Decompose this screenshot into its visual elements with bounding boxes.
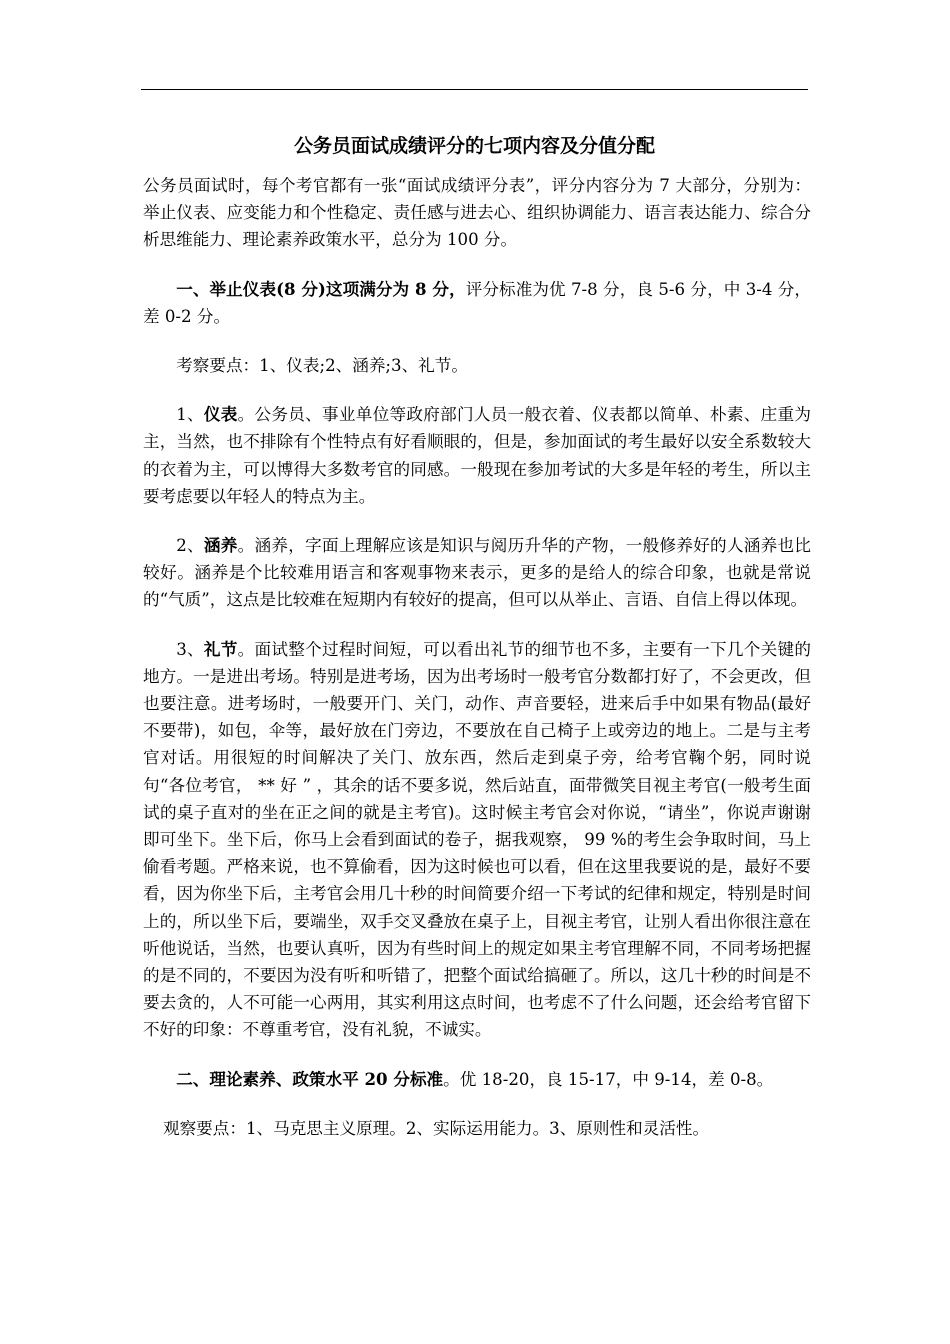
item3-text: 。面试整个过程时间短，可以看出礼节的细节也不多，主要有一下几个关键的地方。一是进出考场。特别是进考场，因为出考场时一般考官分数都打好了，不会更改，但也要注意。进考场时，一般要开门、关门，动作、声音要轻，进来后手中如果有物品(最好不要带)，如包，伞等，最好放在门旁边，不要放在自己椅子上或旁边的地上。二是与主考官对话。用很短的时间解决了关门、放东西，然后走到桌子旁，给考官鞠个躬，同时说句“各位考官， ** 好 ” ，其余的话不要多说，然后站直，面带微笑目视主考官(一般考生面试的桌子直对的坐在正之间的就是主考官)。这时候主考官会对你说，“请坐”，你说声谢谢即可坐下。坐下后，你马上会看到面试的卷子，据我观察， 99 %的考生会争取时间，马上偷看考题。严格来说，也不算偷看，因为这时候也可以看，但在这里我要说的是，最好不要看，因为你坐下后，主考官会用几十秒的时间简要介绍一下考试的纪律和规定，特别是时间上的，所以坐下后，要端坐，双手交叉叠放在桌子上，目视主考官，让别人看出你很注意在听他说话，当然，也要认真听，因为有些时间上的规定如果主考官理解不同，不同考场把握的是不同的，不要因为没有听和听错了，把整个面试给搞砸了。所以，这几十秒的时间是不要去贪的，人不可能一心两用，其实利用这点时间，也考虑不了什么问题，还会给考官留下不好的印象：不尊重考官，没有礼貌，不诚实。: [143, 639, 812, 1040]
item3-label: 礼节: [203, 638, 238, 659]
section1-text: 评分标准为优 7-8 分，良 5-6 分，中 3-4 分，差 0-2 分。: [143, 279, 812, 326]
item1-label: 仪表: [203, 404, 238, 425]
header-rule: [141, 89, 808, 90]
section2-paragraph: [143, 1066, 811, 1093]
section2-points: 观察要点：1、马克思主义原理。2、实际运用能力。3、原则性和灵活性。: [163, 1118, 710, 1138]
item2-number: 2、: [176, 536, 204, 556]
document-title: 公务员面试成绩评分的七项内容及分值分配: [293, 135, 655, 157]
section2-text: 。优 18-20，良 15-17，中 9-14，差 0-8。: [443, 1069, 774, 1089]
document-body: [143, 172, 811, 1142]
section2-heading: 二、理论素养、政策水平 20 分标准: [176, 1068, 444, 1089]
item2-paragraph: [143, 532, 811, 614]
intro-paragraph: 公务员面试时，每个考官都有一张“面试成绩评分表”，评分内容分为 7 大部分，分别为：举止仪表、应变能力和个性稳定、责任感与进去心、组织协调能力、语言表达能力、综合分析思维能力、理论素养政策水平，总分为 100 分。: [143, 176, 811, 250]
item1-number: 1、: [176, 405, 204, 425]
item3-number: 3、: [176, 639, 204, 659]
section1-heading: 一、举止仪表(8 分)这项满分为 8 分，: [176, 278, 466, 299]
section1-paragraph: [143, 276, 811, 330]
item1-paragraph: [143, 401, 811, 510]
section1-points: 考察要点：1、仪表;2、涵养;3、礼节。: [176, 356, 468, 376]
item1-text: 。公务员、事业单位等政府部门人员一般衣着、仪表都以简单、朴素、庄重为主，当然，也不排除有个性特点有好看顺眼的，但是，参加面试的考生最好以安全系数较大的衣着为主，可以博得大多数考官的同感。一般现在参加考试的大多是年轻的考生，所以主要考虑要以年轻人的特点为主。: [143, 405, 812, 506]
item3-paragraph: [143, 636, 811, 1044]
item2-text: 。涵养，字面上理解应该是知识与阅历升华的产物，一般修养好的人涵养也比较好。涵养是个比较难用语言和客观事物来表示，更多的是给人的综合印象，也就是常说的“气质”，这点是比较难在短期内有较好的提高，但可以从举止、言语、自信上得以体现。: [143, 536, 812, 610]
item2-label: 涵养: [203, 535, 238, 556]
